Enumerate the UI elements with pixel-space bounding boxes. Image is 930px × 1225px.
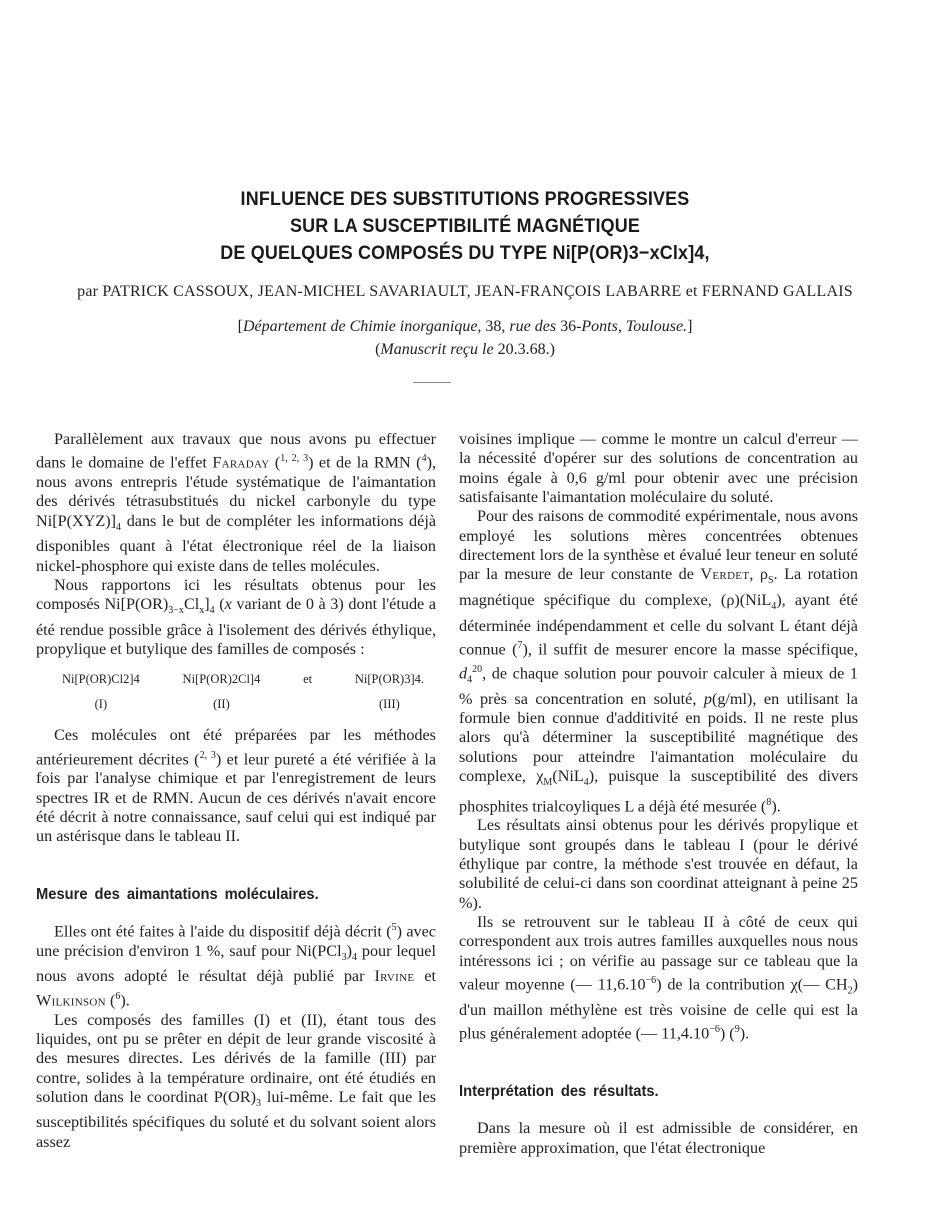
text: ), il suffit de mesurer encore la masse spécifique,: [522, 640, 858, 659]
paragraph: [36, 1011, 436, 1153]
received-open: (: [375, 341, 381, 358]
text: Parallèlement aux travaux que nous avons pu effectuer dans le domaine de l'effet: [36, 430, 436, 472]
subscript: 2: [847, 985, 853, 997]
reference: 7: [517, 639, 523, 651]
text: ), ayant été déterminée indépendamment et celle du solvant L étant déjà connue (: [459, 590, 858, 659]
formula-label: (III): [379, 696, 400, 711]
affil-ponts-num: 36-: [556, 318, 582, 335]
subscript: S: [767, 575, 774, 587]
text: variant de 0 à 3) dont l'étude a été rendue possible grâce à l'isolement des dérivés éthylique, propylique et butylique des familles de composés :: [36, 595, 437, 659]
section-heading: Interprétation des résultats.: [459, 1083, 659, 1101]
text: Elles ont été faites à l'aide du dispositif déjà décrit (: [54, 922, 392, 941]
affiliation: [0, 318, 930, 336]
subscript: 4: [116, 522, 122, 533]
affil-num: 38,: [481, 318, 510, 335]
text: ): [346, 941, 352, 960]
text: ) et leur pureté a été vérifiée à la fois par l'analyse chimique et par l'enregistrement de leurs spectres IR et de RMN. Aucun de ces dérivés n'avait encore été décrit à notre connaissance, sauf celui qui est indiqué par un astérisque dans le tableau II.: [36, 750, 437, 846]
affil-ponts: Ponts, Toulouse.: [581, 318, 688, 335]
subscript: x: [199, 605, 205, 617]
text: ).: [771, 796, 781, 815]
formula-text: et: [303, 671, 313, 686]
left-column: [36, 430, 436, 1152]
subscript: M: [543, 777, 553, 789]
text: ) avec une précision d'environ 1 %, sauf pour Ni(PCl: [36, 922, 436, 960]
text: ) de la contribution χ(— CH: [656, 975, 848, 994]
text: Pour des raisons de commodité expérimentale, nous avons employé les solutions mères concentrées obtenues directement lors de la synthèse et évalué leur teneur en soluté par la mesure de leur constante de: [459, 507, 858, 584]
text: ), nous avons entrepris l'étude systématique de l'aimantation des dérivés tétrasubstitués du nickel carbonyle du type Ni[P(XYZ)]: [36, 453, 436, 530]
text: (: [214, 595, 225, 614]
text: Cl: [183, 595, 200, 614]
reference: 2, 3: [199, 749, 216, 761]
formula-II: [183, 670, 261, 715]
paragraph: [36, 918, 436, 1010]
reference: 4: [421, 453, 427, 465]
text: dans le but de compléter les informations déjà disponibles quant à l'état électronique réel de la liaison nickel-phosphore qui existe dans de telles molécules.: [36, 511, 436, 575]
title-line-3: DE QUELQUES COMPOSÉS DU TYPE Ni[P(OR)3−xClx]4,: [220, 242, 710, 264]
variable: x: [224, 595, 232, 614]
paragraph: Les résultats ainsi obtenus pour les dérivés propylique et butylique sont groupés dans le tableau I (pour le dérivé éthylique par contre, la méthode s'est trouvée en défaut, la solubilité de celui-ci dans son coordinat atteignant à peine 25 %).: [459, 816, 858, 912]
received-date: [0, 341, 930, 359]
superscript: 20: [472, 663, 483, 675]
formula-text: Ni[P(OR)Cl2]4: [62, 671, 140, 686]
author-list: par PATRICK CASSOUX, JEAN-MICHEL SAVARIAULT, JEAN-FRANÇOIS LABARRE et FERNAND GALLAIS: [77, 283, 853, 300]
subscript: 4: [467, 674, 473, 686]
text: ).: [120, 991, 130, 1010]
right-column: [459, 430, 858, 1158]
section-heading: Mesure des aimantations moléculaires.: [36, 885, 319, 903]
title-divider: [413, 382, 451, 383]
subscript: 4: [351, 952, 357, 964]
text: ).: [739, 1024, 750, 1043]
superscript: −6: [645, 975, 657, 987]
subscript: 3: [341, 952, 347, 964]
formula-I: [62, 670, 140, 715]
affil-close: ]: [687, 318, 693, 335]
paragraph: Parallèlement aux travaux que nous avons pu effectuer dans le domaine de l'effet Faraday ($^{1, 2, 3}$) et de la RMN ($^4$), nous avons entrepris l'étude systématique de l'aimantation des dérivés tétrasubstitués du nickel carbonyle du type $Ni[P(XYZ)]_4$ dans le but de compléter les informations déjà disponibles quant à l'état électronique réel de la liaison nickel-phosphore qui existe dans de telles molécules.: [36, 430, 436, 575]
paragraph: voisines implique — comme le montre un calcul d'erreur — la nécessité d'opérer sur des solutions de concentration au moins égale à 0,6 g/ml pour obtenir avec une précision satisfaisante l'aimantation moléculaire du soluté.: [459, 430, 858, 507]
formula-row: [62, 670, 424, 715]
paragraph: [36, 576, 436, 660]
text: ) (: [719, 1024, 735, 1043]
paragraph: [459, 913, 858, 1044]
text: , de chaque solution pour pouvoir calculer à mieux de 1 % près sa concentration en soluté,: [459, 664, 858, 708]
text: Ces molécules ont été préparées par les méthodes antérieurement décrites (: [36, 726, 436, 769]
text: Les composés des familles (I) et (II), étant tous des liquides, ont pu se prêter en dépit de leur grande viscosité à des mesures directes. Les dérivés de la famille (III) par contre, solides à la température ordinaire, ont été étudiés en solution dans le coordinat P(OR): [36, 1010, 436, 1106]
reference: 8: [766, 796, 772, 808]
text: pour lequel nous avons adopté le résultat déjà publié par: [36, 941, 436, 986]
subscript: 4: [771, 601, 777, 613]
subscript: 3−x: [168, 605, 184, 617]
text: Ils se retrouvent sur le tableau II à côté de ceux qui correspondent aux trois autres familles auxquelles nous nous intéressons ici ; on vérifie au passage sur ce tableau que la valeur moyenne (— 11,6.10: [459, 913, 858, 994]
reference: 5: [391, 922, 397, 934]
received-value: 20.3.68.): [493, 341, 555, 358]
paragraph: [459, 507, 858, 816]
text: (: [105, 991, 116, 1010]
subscript: 4: [583, 777, 589, 789]
affil-dept: Département de Chimie inorganique,: [242, 318, 482, 335]
author-name: Wilkinson: [36, 991, 106, 1010]
text: , ρ: [749, 565, 768, 584]
text: ) d'un maillon méthylène est très voisine de celle qui est la plus généralement adoptée (— 11,4.10: [459, 975, 858, 1043]
variable: p: [703, 689, 712, 708]
received-text: Manuscrit reçu le: [380, 341, 494, 358]
article-title: [0, 186, 930, 267]
text: ]: [204, 595, 210, 614]
formula-text: Ni[P(OR)2Cl]4: [182, 671, 261, 686]
affil-open: [: [237, 318, 243, 335]
text: (NiL: [552, 766, 584, 785]
author-name: Irvine: [374, 967, 415, 986]
text: et: [414, 967, 436, 986]
text: Nous rapportons ici les résultats obtenus pour les composés Ni[P(OR): [36, 576, 436, 614]
reference: 1, 2, 3: [280, 453, 309, 465]
formula-text: Ni[P(OR)3]4.: [354, 671, 424, 686]
text: et de la RMN (: [313, 453, 422, 472]
title-line-1: INFLUENCE DES SUBSTITUTIONS PROGRESSIVES: [240, 188, 690, 210]
title-line-2: SUR LA SUSCEPTIBILITÉ MAGNÉTIQUE: [289, 215, 641, 237]
subscript: 3: [256, 1098, 262, 1110]
text: lui-même. Le fait que les susceptibilités spécifiques du soluté et du solvant soient alors assez: [36, 1087, 437, 1151]
superscript: −6: [709, 1024, 720, 1036]
paragraph: [36, 726, 436, 846]
formula-label: (II): [213, 696, 230, 711]
author-name: Verdet: [700, 565, 750, 584]
author-name: Faraday: [212, 453, 270, 472]
text: ), puisque la susceptibilité des divers phosphites trialcoyliques L a déjà été mesurée (: [459, 766, 858, 815]
reference: 9: [734, 1024, 740, 1036]
paragraph: Dans la mesure où il est admissible de considérer, en première approximation, que l'état électronique: [459, 1119, 858, 1157]
text: . La rotation magnétique spécifique du complexe, (ρ)(NiL: [459, 565, 859, 609]
text: (g/ml), en utilisant la formule bien connue d'additivité en poids. Il ne reste plus alors qu'à déterminer la susceptibilité magnétique des solutions pour atteindre l'aimantation moléculaire du complexe, χ: [459, 689, 858, 785]
formula-connector: [303, 670, 312, 715]
formula-III: [355, 670, 424, 715]
variable: d: [459, 664, 468, 683]
subscript: 4: [209, 605, 215, 617]
reference: 6: [115, 990, 121, 1002]
formula-label: (I): [94, 696, 108, 711]
affil-street: rue des: [509, 318, 557, 335]
